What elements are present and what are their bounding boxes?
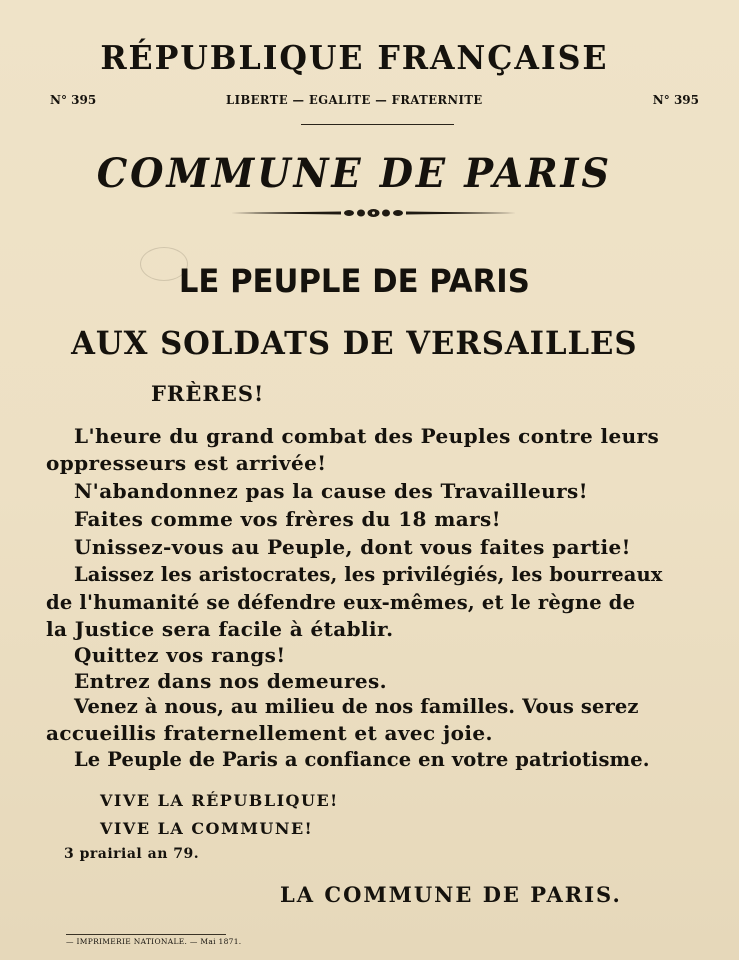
poster-number-left: N° 395 [50,93,97,107]
salutation: FRÈRES! [151,381,265,406]
republic-motto: LIBERTE — EGALITE — FRATERNITE [226,93,483,107]
poster-date: 3 prairial an 79. [64,846,200,862]
printer-credit: — IMPRIMERIE NATIONALE. — Mai 1871. [66,934,226,946]
body-line: Le Peuple de Paris a confiance en votre patriotisme. [74,748,650,771]
poster-number-right: N° 395 [652,93,699,107]
body-line: Quittez vos rangs! [74,643,286,667]
body-line: Entrez dans nos demeures. [74,669,388,693]
body-line: oppresseurs est arrivée! [46,451,327,475]
body-line: la Justice sera facile à établir. [46,617,394,641]
body-line: de l'humanité se défendre eux-mêmes, et le règne de [46,591,636,614]
commune-title: COMMUNE DE PARIS [96,150,612,197]
cheer-republique: VIVE LA RÉPUBLIQUE! [100,791,339,810]
headline-peuple: LE PEUPLE DE PARIS [178,262,530,300]
body-line: Unissez-vous au Peuple, dont vous faites partie! [74,535,631,559]
body-line: Laissez les aristocrates, les privilégiés, les bourreaux [74,563,663,586]
body-line: accueillis fraternellement et avec joie. [46,721,493,745]
divider-rule [301,124,454,125]
headline-soldats: AUX SOLDATS DE VERSAILLES [71,324,638,362]
body-line: Faites comme vos frères du 18 mars! [74,507,501,531]
body-line: L'heure du grand combat des Peuples contre leurs [74,424,660,448]
signature: LA COMMUNE DE PARIS. [280,882,622,907]
body-line: Venez à nous, au milieu de nos familles. Vous serez [74,695,639,718]
republic-title: RÉPUBLIQUE FRANÇAISE [100,38,609,77]
ornament-divider-icon [231,206,516,220]
cheer-commune: VIVE LA COMMUNE! [100,819,314,838]
body-line: N'abandonnez pas la cause des Travailleurs! [74,479,588,503]
